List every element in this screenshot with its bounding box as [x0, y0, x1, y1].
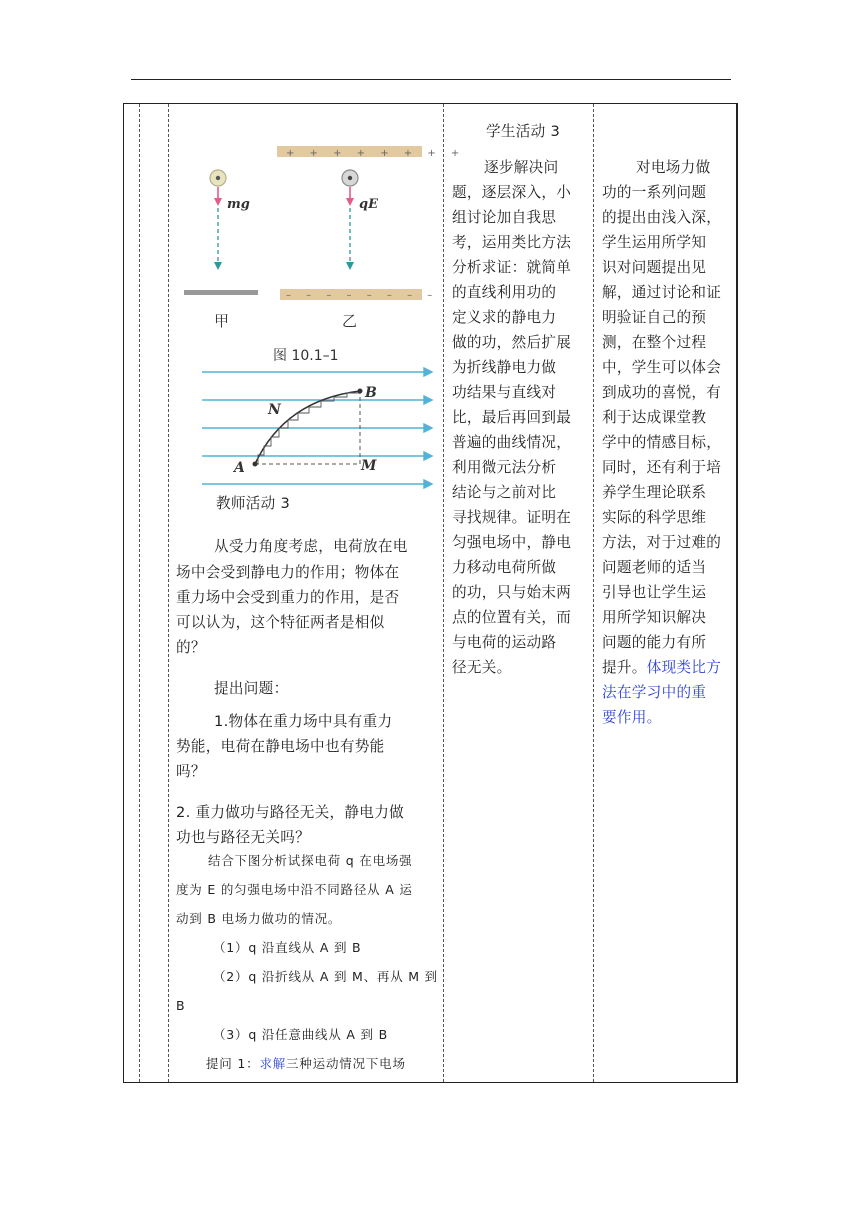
col4-line-3: 学生运用所学知: [602, 234, 707, 251]
ground-plate: [184, 290, 258, 295]
question2-line2: 功也与路径无关吗？: [176, 829, 311, 846]
col4-line-14: 实际的科学思维: [602, 509, 707, 526]
case2-line2: B: [176, 998, 186, 1013]
col4-line-16: 问题老师的适当: [602, 559, 707, 576]
electric-force-label: qE: [359, 197, 378, 212]
col4-line-2: 的提出由浅入深，: [602, 209, 722, 226]
teacher-activity-heading: 教师活动 3: [216, 495, 291, 512]
question1-line3: 吗？: [176, 763, 206, 780]
column-divider-4: [593, 104, 594, 1082]
label-m: M: [361, 458, 377, 474]
negative-plate-signs: – – – – – – – –: [286, 290, 439, 301]
positive-plate-signs: + + + + + + + +: [286, 148, 466, 159]
label-b: B: [365, 385, 377, 401]
electric-arrow-head: [346, 198, 354, 206]
column-divider-1: [139, 104, 140, 1082]
col4-line-10: 利于达成课堂教: [602, 409, 707, 426]
label-jia: 甲: [214, 312, 230, 330]
col4-line-21: 法在学习中的重: [602, 684, 707, 701]
col3-line-9: 功结果与直线对: [452, 384, 557, 401]
charge-ball-center: [348, 176, 352, 180]
col4-line-15: 方法，对于过难的: [602, 534, 722, 551]
gravity-force-label: mg: [227, 197, 250, 212]
col4-line-7: 测，在整个过程: [602, 334, 707, 351]
col3-line-4: 分析求证：就简单: [452, 259, 572, 276]
col4-line-22: 要作用。: [602, 709, 662, 726]
scenario-line1: 结合下图分析试探电荷 q 在电场强: [208, 853, 413, 868]
col3-line-12: 利用微元法分析: [452, 459, 557, 476]
mass-ball-center: [216, 176, 220, 180]
ask-label: 提出问题：: [214, 680, 289, 697]
col3-line-14: 寻找规律。证明在: [452, 509, 572, 526]
col3-line-18: 点的位置有关，而: [452, 609, 572, 626]
scenario-line3: 动到 B 电场力做功的情况。: [176, 911, 342, 926]
label-n: N: [268, 402, 281, 418]
col4-line-0: 对电场力做: [636, 159, 711, 176]
header-rule: [131, 79, 731, 80]
question1-line1: 1.物体在重力场中具有重力: [214, 713, 393, 730]
prompt1-label: 提问 1：: [206, 1056, 260, 1071]
prompt1-line: [206, 1049, 406, 1078]
col3-line-5: 的直线利用功的: [452, 284, 557, 301]
col3-line-1: 题，逐层深入，小: [452, 184, 572, 201]
point-a: [253, 462, 258, 467]
col4-line-5: 解，通过讨论和证: [602, 284, 722, 301]
figure-gravity-electric-field: [180, 140, 466, 340]
col4-line-6: 明验证自己的预: [602, 309, 707, 326]
col3-line-0: 逐步解决问: [484, 159, 559, 176]
column-divider-3: [443, 104, 444, 1082]
case2-line1: （2）q 沿折线从 A 到 M、再从 M 到: [213, 969, 438, 984]
col3-line-13: 结论与之前对比: [452, 484, 557, 501]
case3-line: （3）q 沿任意曲线从 A 到 B: [213, 1027, 389, 1042]
col4-line-12: 同时，还有利于培: [602, 459, 722, 476]
gravity-path-head: [214, 262, 222, 270]
col4-line-18: 用所学知识解决: [602, 609, 707, 626]
col4-line-4: 识对问题提出见: [602, 259, 707, 276]
para1-line3: 重力场中会受到重力的作用，是否: [176, 589, 400, 606]
electric-path-head: [346, 262, 354, 270]
question1-line2: 势能，电荷在静电场中也有势能: [176, 738, 385, 755]
col4-line-11: 学中的情感目标，: [602, 434, 722, 451]
col3-line-8: 为折线静电力做: [452, 359, 557, 376]
col4-line-1: 功的一系列问题: [602, 184, 707, 201]
question2-line1: 2. 重力做功与路径无关，静电力做: [176, 804, 404, 821]
col3-line-11: 普遍的曲线情况，: [452, 434, 572, 451]
figure-caption: 图 10.1–1: [273, 348, 339, 364]
col3-line-15: 匀强电场中，静电: [452, 534, 572, 551]
col4-line-17: 引导也让学生运: [602, 584, 707, 601]
col3-line-3: 考，运用类比方法: [452, 234, 572, 251]
col4-line-9: 到成功的喜悦，有: [602, 384, 722, 401]
gravity-arrow-head: [214, 198, 222, 206]
col3-line-16: 力移动电荷所做: [452, 559, 557, 576]
column-divider-2: [168, 104, 169, 1082]
figure-field-paths: [200, 360, 440, 492]
para1-line4: 可以认为，这个特征两者是相似: [176, 614, 385, 631]
label-yi: 乙: [342, 312, 358, 330]
col4-line-20-black: 提升。: [602, 659, 647, 676]
col3-line-6: 定义求的静电力: [452, 309, 557, 326]
col3-line-2: 组讨论加自我思: [452, 209, 557, 226]
scenario-line2: 度为 E 的匀强电场中沿不同路径从 A 运: [176, 882, 413, 897]
column-divider-5: [736, 104, 737, 1082]
col3-line-20: 径无关。: [452, 659, 512, 676]
col4-line-8: 中，学生可以体会: [602, 359, 722, 376]
case1-line: （1）q 沿直线从 A 到 B: [213, 940, 362, 955]
col4-line-20-blue: 体现类比方: [646, 659, 722, 676]
col4-line-13: 养学生理论联系: [602, 484, 707, 501]
col4-line-20: [602, 656, 721, 680]
col3-line-17: 的功，只与始末两: [452, 584, 572, 601]
para1-line1: 从受力角度考虑，电荷放在电: [214, 538, 408, 555]
col4-line-19: 问题的能力有所: [602, 634, 707, 651]
prompt1-rest: 三种运动情况下电场: [286, 1056, 406, 1071]
prompt1-highlight: 求解: [259, 1056, 287, 1071]
point-b: [358, 389, 363, 394]
student-activity-heading: 学生活动 3: [486, 123, 561, 140]
col3-line-7: 做的功，然后扩展: [452, 334, 572, 351]
para1-line5: 的？: [176, 639, 206, 656]
label-a: A: [234, 460, 245, 476]
col3-line-19: 与电荷的运动路: [452, 634, 557, 651]
para1-line2: 场中会受到静电力的作用；物体在: [176, 564, 400, 581]
col3-line-10: 比，最后再回到最: [452, 409, 572, 426]
